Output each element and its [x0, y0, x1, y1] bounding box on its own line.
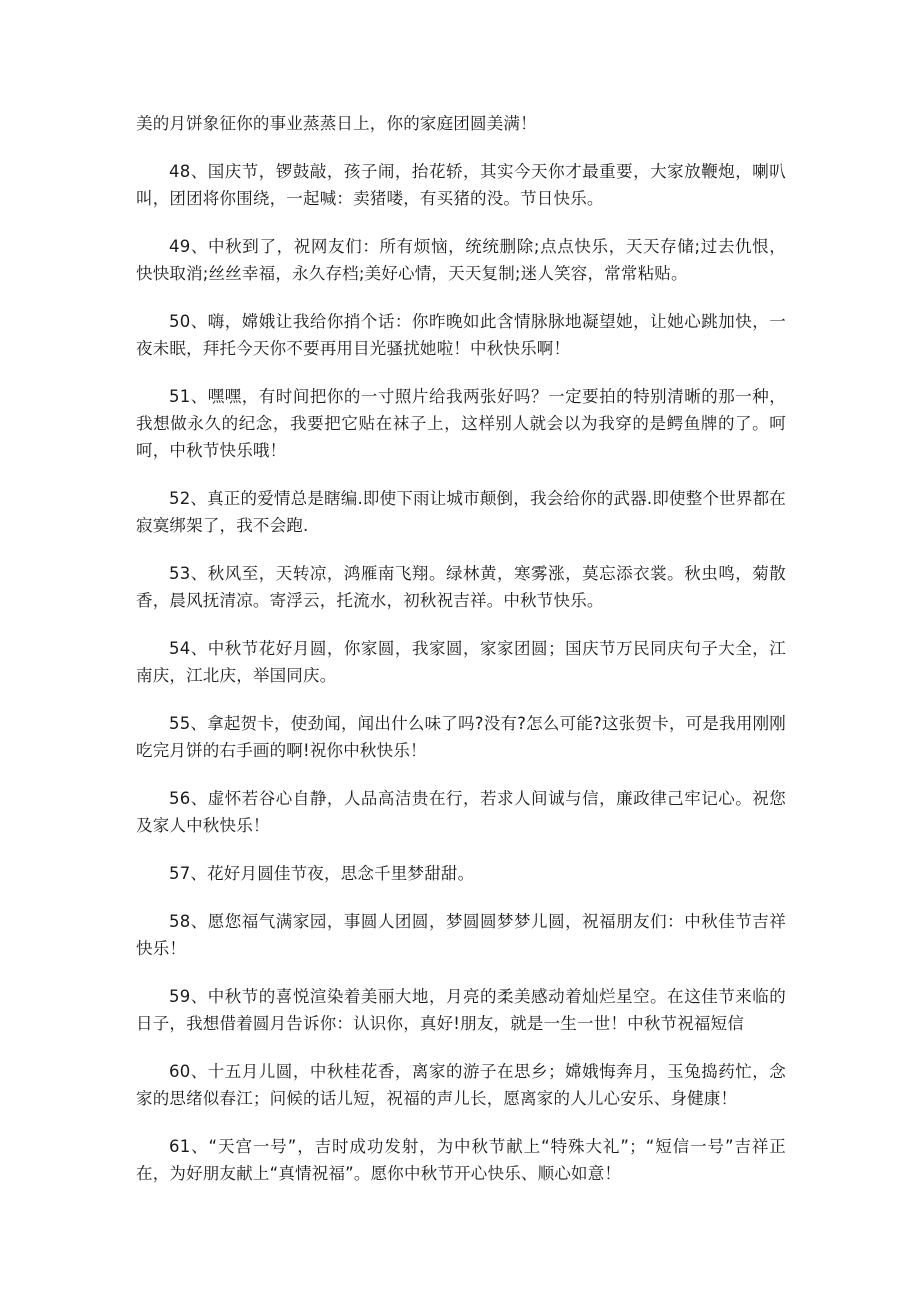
paragraph-49: 49、中秋到了，祝网友们：所有烦恼，统统删除;点点快乐，天天存储;过去仇恨，快快取消;丝丝幸福，永久存档;美好心情，天天复制;迷人笑容，常常粘贴。	[136, 237, 786, 283]
paragraph-48: 48、国庆节，锣鼓敲，孩子闹，抬花轿，其实今天你才最重要，大家放鞭炮，喇叭叫，团团将你围绕，一起喊：卖猪喽，有买猪的没。节日快乐。	[136, 162, 786, 208]
paragraph-59: 59、中秋节的喜悦渲染着美丽大地，月亮的柔美感动着灿烂星空。在这佳节来临的日子，我想借着圆月告诉你：认识你，真好!朋友，就是一生一世！中秋节祝福短信	[136, 987, 786, 1033]
paragraph-53: 53、秋风至，天转凉，鸿雁南飞翔。绿林黄，寒雾涨，莫忘添衣裳。秋虫鸣，菊散香，晨风抚清凉。寄浮云，托流水，初秋祝吉祥。中秋节快乐。	[136, 564, 786, 610]
document-body	[136, 110, 786, 1208]
paragraph-continuation: 美的月饼象征你的事业蒸蒸日上，你的家庭团圆美满！	[136, 114, 537, 133]
paragraph-54: 54、中秋节花好月圆，你家圆，我家圆，家家团圆；国庆节万民同庆句子大全，江南庆，江北庆，举国同庆。	[136, 639, 786, 685]
paragraph-50: 50、嗨，嫦娥让我给你捎个话：你昨晚如此含情脉脉地凝望她，让她心跳加快，一夜未眠，拜托今天你不要再用目光骚扰她啦！中秋快乐啊！	[136, 312, 786, 358]
paragraph-51: 51、嘿嘿，有时间把你的一寸照片给我两张好吗？一定要拍的特别清晰的那一种，我想做永久的纪念，我要把它贴在袜子上，这样别人就会以为我穿的是鳄鱼牌的了。呵呵，中秋节快乐哦！	[136, 387, 786, 460]
paragraph-60: 60、十五月儿圆，中秋桂花香，离家的游子在思乡；嫦娥悔奔月，玉兔捣药忙，念家的思绪似春江；问候的话儿短，祝福的声儿长，愿离家的人儿心安乐、身健康！	[136, 1062, 786, 1108]
paragraph-58: 58、愿您福气满家园，事圆人团圆，梦圆圆梦梦儿圆，祝福朋友们：中秋佳节吉祥快乐！	[136, 912, 786, 958]
paragraph-52: 52、真正的爱情总是瞎编.即使下雨让城市颠倒，我会给你的武器.即使整个世界都在寂寞绑架了，我不会跑.	[136, 489, 786, 535]
paragraph-55: 55、拿起贺卡，使劲闻，闻出什么味了吗?没有?怎么可能?这张贺卡，可是我用刚刚吃完月饼的右手画的啊!祝你中秋快乐！	[136, 714, 786, 760]
paragraph-57: 57、花好月圆佳节夜，思念千里梦甜甜。	[169, 864, 475, 883]
paragraph-61: 61、“天宫一号”，吉时成功发射，为中秋节献上“特殊大礼”；“短信一号”吉祥正在，为好朋友献上“真情祝福”。愿你中秋节开心快乐、顺心如意！	[136, 1137, 786, 1183]
paragraph-56: 56、虚怀若谷心自静，人品高洁贵在行，若求人间诚与信，廉政律己牢记心。祝您及家人中秋快乐！	[136, 789, 786, 835]
